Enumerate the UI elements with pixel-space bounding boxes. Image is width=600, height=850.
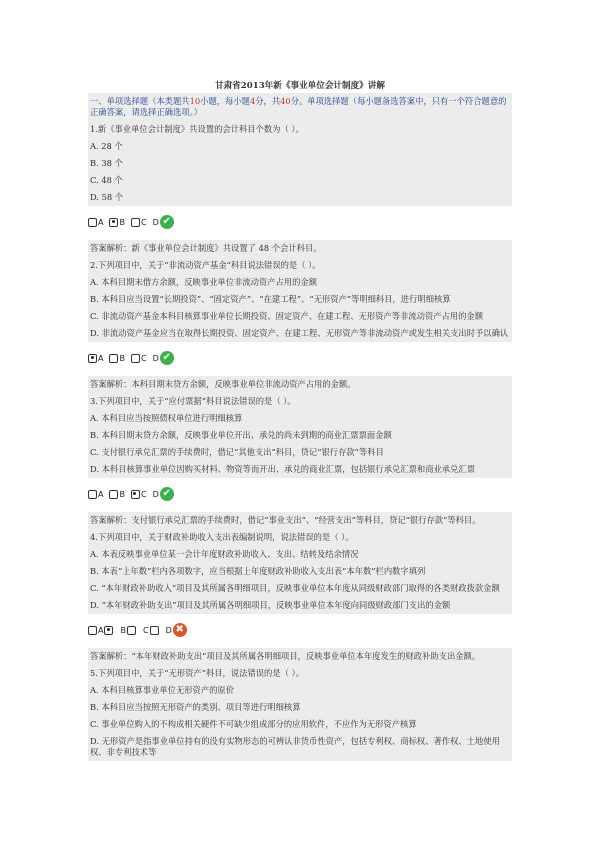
answer-option-a[interactable]: A bbox=[88, 490, 103, 499]
explanation-text: 答案解析：“本年财政补助支出”项目及其所属各明细项目，反映事业单位本年度发生的财政补助支出金额。 bbox=[88, 648, 512, 665]
option-text: D. 58 个 bbox=[88, 189, 512, 206]
radio-c[interactable] bbox=[150, 626, 159, 635]
answer-option-c[interactable]: C bbox=[131, 490, 147, 499]
answer-option-a[interactable]: A bbox=[88, 626, 114, 635]
question-text: 5.下列项目中，关于“无形资产”科目，说法错误的是（ ）。 bbox=[88, 665, 512, 682]
radio-b[interactable] bbox=[127, 626, 136, 635]
option-text: B. 本科目期末贷方余额，反映事业单位开出、承兑的尚未到期的商业汇票票面金额 bbox=[88, 427, 512, 444]
option-text: A. 28 个 bbox=[88, 138, 512, 155]
option-text: D. 无形资产是指事业单位持有的没有实物形态的可辨认非货币性资产，包括专利权、商标权、著作权、土地使用权、非专利技术等 bbox=[88, 733, 512, 761]
radio-b[interactable] bbox=[109, 354, 118, 363]
radio-b[interactable] bbox=[109, 218, 118, 227]
radio-c[interactable] bbox=[131, 490, 140, 499]
section-header: 一、单项选择题（本类题共10小题，每小题4分，共40分。单项选择题（每小题备选答案中，只有一个符合题意的正确答案，请选择正确选项。） bbox=[88, 93, 512, 121]
answer-option-b[interactable]: B bbox=[109, 218, 125, 227]
question-text: 3.下列项目中，关于“应付票据”科目说法错误的是（ ）。 bbox=[88, 393, 512, 410]
option-text: B. 本科目应当设置“长期投资”、“固定资产”、“在建工程”、“无形资产”等明细科目，进行明细核算 bbox=[88, 291, 512, 308]
answer-option-d[interactable]: D ✔ bbox=[153, 215, 174, 229]
check-icon: ✔ bbox=[160, 351, 174, 365]
radio-a-selected[interactable] bbox=[104, 626, 113, 635]
document-page bbox=[88, 80, 512, 761]
answer-option-d[interactable]: D ✔ bbox=[153, 487, 174, 501]
check-icon: ✔ bbox=[160, 487, 174, 501]
answer-row bbox=[88, 478, 512, 512]
explanation-text: 答案解析：新《事业单位会计制度》共设置了 48 个会计科目。 bbox=[88, 240, 512, 257]
option-text: D. 本科目核算事业单位因购买材料、物资等而开出、承兑的商业汇票，包括银行承兑汇票和商业承兑汇票 bbox=[88, 461, 512, 478]
answer-option-d[interactable]: D ✔ bbox=[153, 351, 174, 365]
option-text: A. 本科目期末借方余额，反映事业单位非流动资产占用的金额 bbox=[88, 274, 512, 291]
explanation-text: 答案解析：本科目期末贷方余额，反映事业单位非流动资产占用的金额。 bbox=[88, 376, 512, 393]
answer-option-b[interactable]: B bbox=[109, 354, 125, 363]
answer-option-b[interactable]: B bbox=[109, 490, 125, 499]
radio-a[interactable] bbox=[88, 218, 97, 227]
explanation-text: 答案解析：支付银行承兑汇票的手续费时，借记“事业支出”、“经营支出”等科目，贷记“银行存款”等科目。 bbox=[88, 512, 512, 529]
radio-a[interactable] bbox=[88, 490, 97, 499]
answer-option-c[interactable]: C bbox=[131, 218, 147, 227]
radio-a[interactable] bbox=[88, 626, 97, 635]
question-text: 1.新《事业单位会计制度》共设置的会计科目个数为（ ）。 bbox=[88, 121, 512, 138]
cross-icon: ✖ bbox=[173, 623, 187, 637]
radio-c[interactable] bbox=[131, 354, 140, 363]
option-text: C. 支付银行承兑汇票的手续费时，借记“其他支出”科目，贷记“银行存款”等科目 bbox=[88, 444, 512, 461]
option-text: B. 本表“上年数”栏内各项数字，应当根据上年度财政补助收入支出表“本年数”栏内数字填列 bbox=[88, 563, 512, 580]
answer-option-d[interactable]: D ✖ bbox=[166, 623, 187, 637]
answer-option-b[interactable]: B bbox=[120, 626, 137, 635]
answer-row bbox=[88, 614, 512, 648]
radio-b[interactable] bbox=[109, 490, 118, 499]
option-text: A. 本科目应当按照债权单位进行明细核算 bbox=[88, 410, 512, 427]
question-text: 4.下列项目中，关于财政补助收入支出表编制说明，说法错误的是（ ）。 bbox=[88, 529, 512, 546]
option-text: C. 事业单位购入的不构成相关硬件不可缺少组成部分的应用软件，不应作为无形资产核算 bbox=[88, 716, 512, 733]
option-text: C. 48 个 bbox=[88, 172, 512, 189]
option-text: A. 本科目核算事业单位无形资产的原价 bbox=[88, 682, 512, 699]
option-text: C. “本年财政补助收入”项目及其所属各明细项目，反映事业单位本年度从同级财政部门取得的各类财政拨款金额 bbox=[88, 580, 512, 597]
answer-row bbox=[88, 342, 512, 376]
answer-option-a[interactable]: A bbox=[88, 354, 103, 363]
radio-a[interactable] bbox=[88, 354, 97, 363]
check-icon: ✔ bbox=[160, 215, 174, 229]
radio-c[interactable] bbox=[131, 218, 140, 227]
option-text: B. 38 个 bbox=[88, 155, 512, 172]
answer-option-c[interactable]: C bbox=[143, 626, 160, 635]
option-text: B. 本科目应当按照无形资产的类别、项目等进行明细核算 bbox=[88, 699, 512, 716]
option-text: D. 非流动资产基金应当在取得长期投资、固定资产、在建工程、无形资产等非流动资产或发生相关支出时予以确认 bbox=[88, 325, 512, 342]
answer-row bbox=[88, 206, 512, 240]
option-text: D. “本年财政补助支出”项目及其所属各明细项目，反映事业单位本年度向同级财政部门支出的金额 bbox=[88, 597, 512, 614]
option-text: C. 非流动资产基金本科目核算事业单位长期投资、固定资产、在建工程、无形资产等非流动资产占用的金额 bbox=[88, 308, 512, 325]
option-text: A. 本表反映事业单位某一会计年度财政补助收入、支出、结转及结余情况 bbox=[88, 546, 512, 563]
answer-option-a[interactable]: A bbox=[88, 218, 103, 227]
question-text: 2.下列项目中，关于“非流动资产基金”科目说法错误的是（ ）。 bbox=[88, 257, 512, 274]
page-title: 甘肃省2013年新《事业单位会计制度》讲解 bbox=[214, 81, 385, 91]
answer-option-c[interactable]: C bbox=[131, 354, 147, 363]
